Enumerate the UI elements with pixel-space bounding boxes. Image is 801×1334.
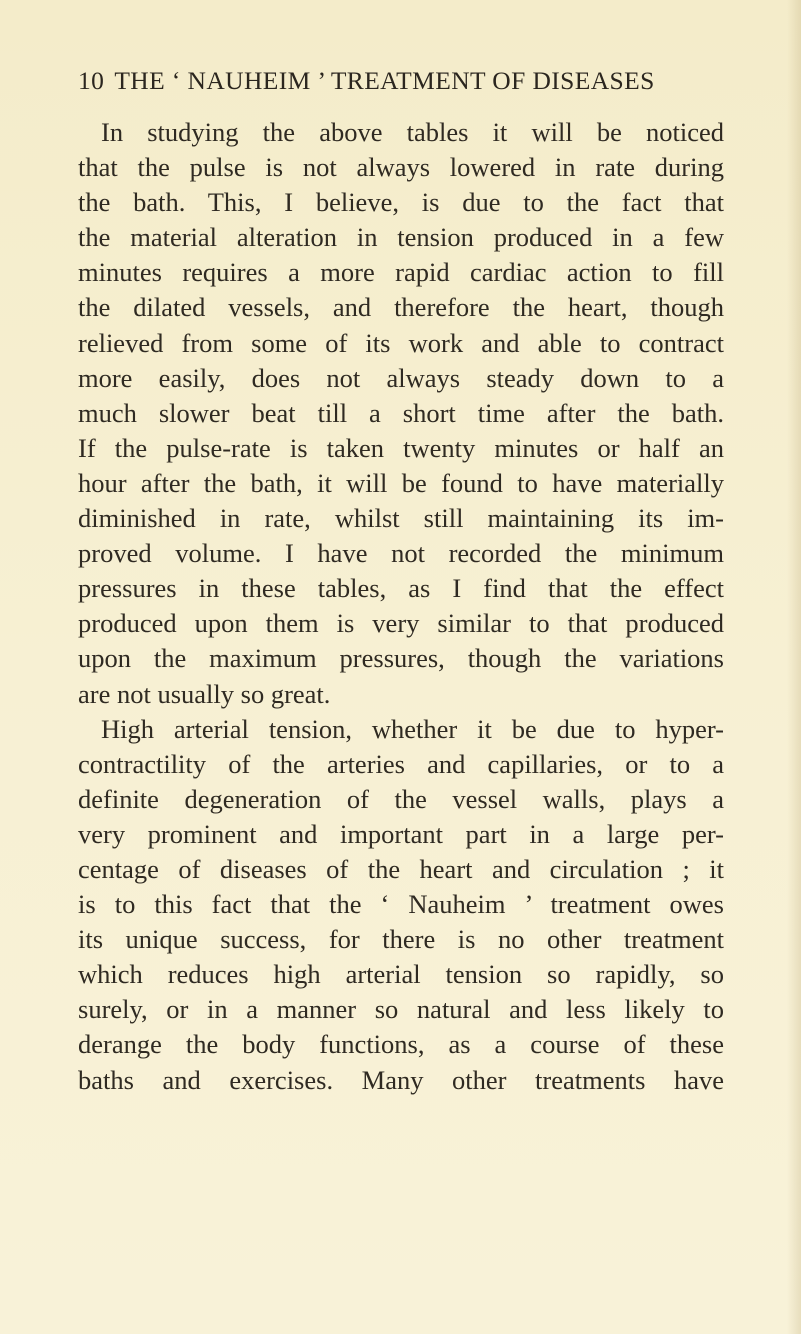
text-line: If the pulse-rate is taken twenty minutes or half an	[78, 432, 724, 463]
text-line: High arterial tension, whether it be due to hyper-	[101, 713, 724, 744]
text-line: definite degeneration of the vessel walls, plays a	[78, 783, 724, 814]
page-edge-shadow	[787, 0, 801, 1334]
text-line: which reduces high arterial tension so rapidly, so	[78, 959, 724, 990]
text-line: its unique success, for there is no other treatment	[78, 924, 724, 955]
text-line: is to this fact that the ‘ Nauheim ’ treatment owes	[78, 889, 724, 920]
text-line: relieved from some of its work and able to contract	[78, 327, 724, 358]
body-text	[78, 115, 724, 1098]
text-line: In studying the above tables it will be noticed	[101, 117, 724, 147]
text-line: much slower beat till a short time after the bath.	[78, 397, 724, 428]
text-line: the material alteration in tension produced in a few	[78, 222, 724, 253]
text-line: minutes requires a more rapid cardiac action to fill	[78, 257, 724, 288]
text-line: that the pulse is not always lowered in rate during	[78, 152, 724, 183]
page-number: 10	[78, 66, 105, 95]
text-line: derange the body functions, as a course of these	[78, 1029, 724, 1060]
text-line: baths and exercises. Many other treatments have	[78, 1064, 724, 1095]
text-line: the bath. This, I believe, is due to the fact that	[78, 187, 724, 218]
text-line: produced upon them is very similar to that produced	[78, 608, 724, 639]
text-line: hour after the bath, it will be found to have materially	[78, 467, 724, 498]
text-line: diminished in rate, whilst still maintaining its im-	[78, 503, 724, 534]
text-line: pressures in these tables, as I find that the effect	[78, 573, 724, 604]
text-line: the dilated vessels, and therefore the heart, though	[78, 292, 724, 323]
text-line: are not usually so great.	[78, 678, 331, 709]
text-line: very prominent and important part in a large per-	[78, 818, 724, 849]
text-line: surely, or in a manner so natural and less likely to	[78, 994, 724, 1025]
text-line: more easily, does not always steady down to a	[78, 362, 724, 393]
text-line: contractility of the arteries and capillaries, or to a	[78, 748, 724, 779]
text-line: upon the maximum pressures, though the variations	[78, 643, 724, 674]
text-line: centage of diseases of the heart and circulation ; it	[78, 853, 724, 884]
running-head-title: THE ‘ NAUHEIM ’ TREATMENT OF DISEASES	[114, 66, 655, 95]
running-head	[78, 66, 718, 106]
text-line: proved volume. I have not recorded the minimum	[78, 538, 724, 569]
